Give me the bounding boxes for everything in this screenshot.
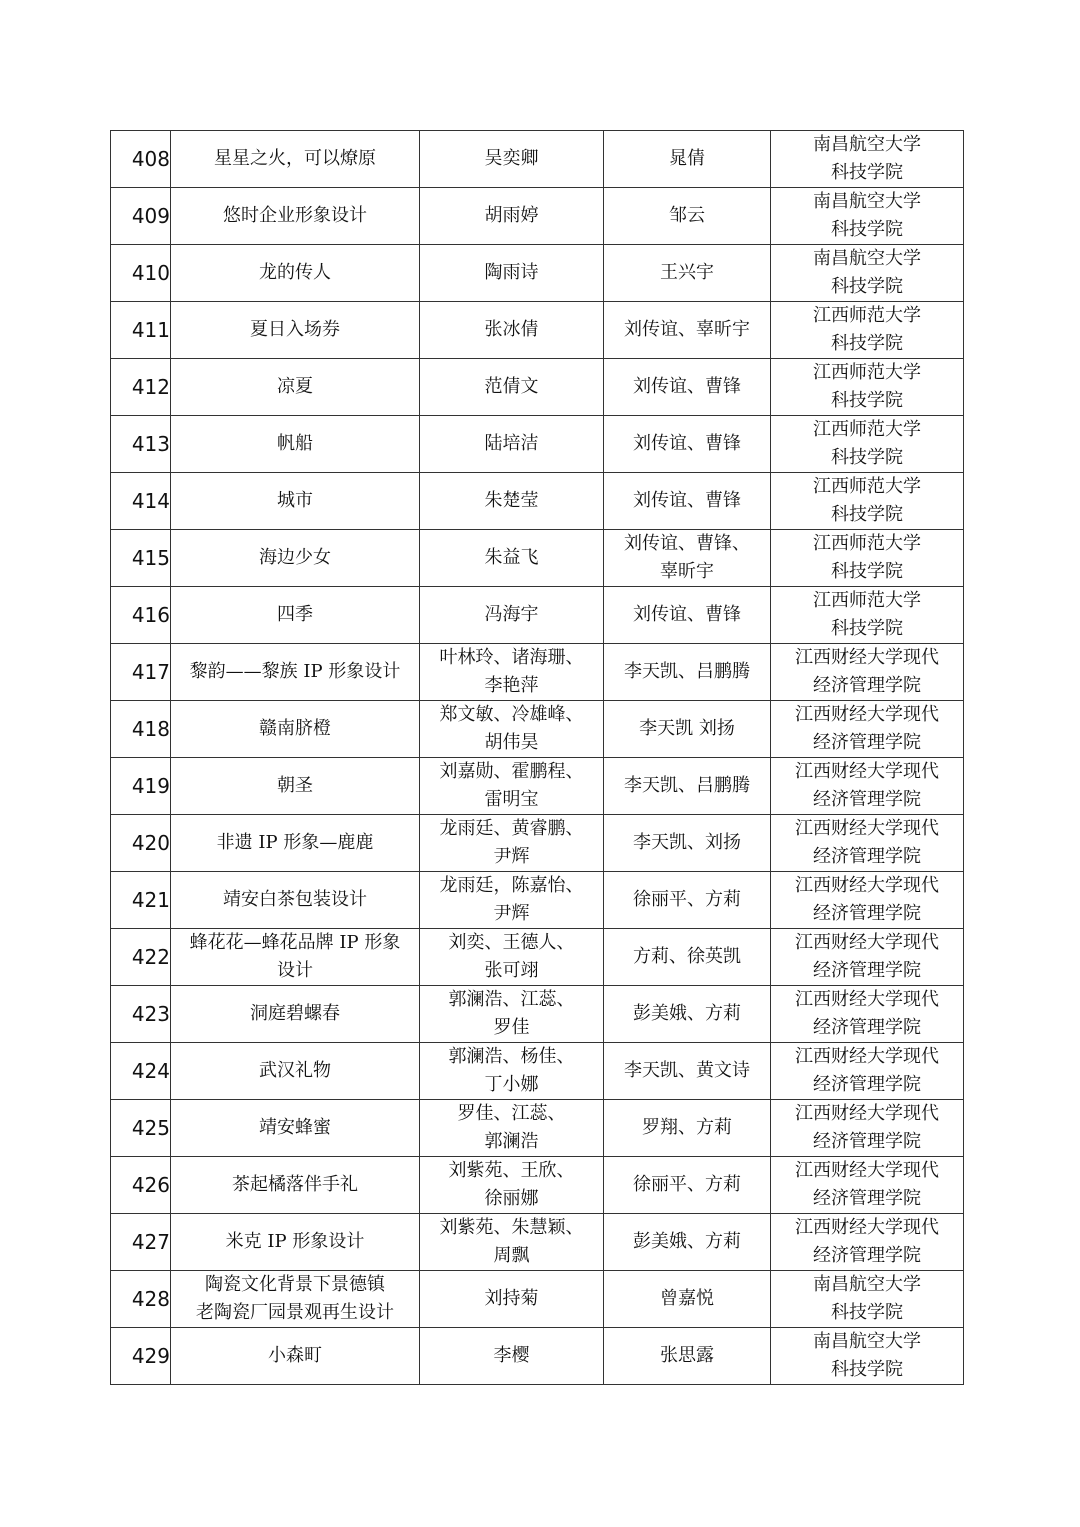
school-cell (771, 1100, 964, 1157)
school: 江西财经大学现代 经济管理学院 (795, 932, 939, 981)
work-title: 茶起橘落伴手礼 (232, 1174, 358, 1195)
work-title: 海边少女 (259, 547, 331, 568)
work-title-cell (171, 587, 420, 644)
work-title: 悠时企业形象设计 (223, 205, 367, 226)
table-row (111, 1157, 964, 1214)
entry-number-cell (111, 1100, 171, 1157)
authors-cell (420, 1328, 604, 1385)
table-row (111, 1100, 964, 1157)
school-cell (771, 644, 964, 701)
authors: 陆培洁 (484, 433, 539, 454)
work-title-cell (171, 872, 420, 929)
authors-cell (420, 188, 604, 245)
advisors-cell (604, 1043, 771, 1100)
work-title: 靖安白茶包装设计 (223, 889, 367, 910)
work-title: 非遗 IP 形象—鹿鹿 (216, 832, 374, 853)
advisors-cell (604, 872, 771, 929)
advisors-cell (604, 1328, 771, 1385)
table-row (111, 302, 964, 359)
table-row (111, 1043, 964, 1100)
advisors-cell (604, 1100, 771, 1157)
work-title-cell (171, 302, 420, 359)
table-row (111, 701, 964, 758)
authors-cell (420, 302, 604, 359)
table-row (111, 986, 964, 1043)
table-row (111, 929, 964, 986)
work-title-cell (171, 245, 420, 302)
entry-number-cell (111, 929, 171, 986)
advisors: 刘传谊、曹锋 (633, 604, 741, 625)
authors-cell (420, 530, 604, 587)
table-row (111, 644, 964, 701)
table-row (111, 131, 964, 188)
work-title: 靖安蜂蜜 (259, 1117, 331, 1138)
entry-number-cell (111, 986, 171, 1043)
advisors: 刘传谊、曹锋 (633, 433, 741, 454)
school: 江西财经大学现代 经济管理学院 (795, 1217, 939, 1266)
school-cell (771, 1043, 964, 1100)
school-cell (771, 245, 964, 302)
table-row (111, 815, 964, 872)
entry-number: 410 (131, 261, 170, 285)
authors-cell (420, 359, 604, 416)
table-row (111, 188, 964, 245)
advisors: 张思露 (660, 1345, 714, 1366)
advisors: 方莉、徐英凯 (633, 946, 741, 967)
school-cell (771, 530, 964, 587)
authors-cell (420, 644, 604, 701)
table-row (111, 416, 964, 473)
table-row (111, 1214, 964, 1271)
entry-number-cell (111, 1328, 171, 1385)
table-row (111, 872, 964, 929)
award-list-table (110, 130, 964, 1385)
advisors: 李天凯、刘扬 (633, 832, 741, 853)
authors: 刘持菊 (484, 1288, 539, 1309)
authors: 刘紫苑、朱慧颖、 周飘 (439, 1217, 584, 1266)
school: 江西财经大学现代 经济管理学院 (795, 875, 939, 924)
advisors: 晁倩 (669, 148, 705, 169)
advisors-cell (604, 815, 771, 872)
authors: 范倩文 (484, 376, 539, 397)
entry-number: 423 (131, 1002, 170, 1026)
authors: 朱楚莹 (484, 490, 539, 511)
school: 南昌航空大学 科技学院 (813, 134, 921, 183)
work-title-cell (171, 1328, 420, 1385)
school-cell (771, 701, 964, 758)
school-cell (771, 815, 964, 872)
work-title: 武汉礼物 (259, 1060, 331, 1081)
entry-number: 428 (131, 1287, 170, 1311)
table-row (111, 587, 964, 644)
entry-number: 420 (131, 831, 170, 855)
entry-number: 419 (131, 774, 170, 798)
advisors-cell (604, 530, 771, 587)
entry-number: 412 (131, 375, 170, 399)
entry-number: 414 (131, 489, 170, 513)
authors-cell (420, 758, 604, 815)
entry-number-cell (111, 302, 171, 359)
authors-cell (420, 701, 604, 758)
entry-number: 415 (131, 546, 170, 570)
advisors-cell (604, 416, 771, 473)
school-cell (771, 1271, 964, 1328)
entry-number: 409 (131, 204, 170, 228)
school: 江西师范大学 科技学院 (813, 362, 921, 411)
work-title: 蜂花花—蜂花品牌 IP 形象 设计 (189, 932, 401, 981)
authors-cell (420, 1157, 604, 1214)
authors-cell (420, 1100, 604, 1157)
work-title: 赣南脐橙 (259, 718, 331, 739)
work-title: 米克 IP 形象设计 (225, 1231, 365, 1252)
entry-number-cell (111, 1157, 171, 1214)
school-cell (771, 587, 964, 644)
advisors: 徐丽平、方莉 (633, 889, 741, 910)
advisors-cell (604, 587, 771, 644)
work-title: 星星之火，可以燎原 (214, 148, 376, 169)
entry-number-cell (111, 245, 171, 302)
school-cell (771, 359, 964, 416)
school-cell (771, 986, 964, 1043)
authors: 罗佳、江蕊、 郭澜浩 (457, 1103, 566, 1152)
work-title-cell (171, 758, 420, 815)
authors-cell (420, 929, 604, 986)
work-title-cell (171, 701, 420, 758)
school-cell (771, 1157, 964, 1214)
advisors: 李天凯、吕鹏腾 (624, 775, 750, 796)
advisors-cell (604, 359, 771, 416)
work-title-cell (171, 188, 420, 245)
authors: 刘嘉勋、霍鹏程、 雷明宝 (439, 761, 584, 810)
advisors: 刘传谊、辜昕宇 (624, 319, 750, 340)
work-title-cell (171, 359, 420, 416)
entry-number: 427 (131, 1230, 170, 1254)
advisors-cell (604, 701, 771, 758)
work-title-cell (171, 929, 420, 986)
entry-number: 421 (131, 888, 170, 912)
authors-cell (420, 416, 604, 473)
authors-cell (420, 872, 604, 929)
table-row (111, 530, 964, 587)
advisors-cell (604, 245, 771, 302)
entry-number: 425 (131, 1116, 170, 1140)
advisors: 李天凯、黄文诗 (624, 1060, 750, 1081)
authors-cell (420, 587, 604, 644)
school: 江西财经大学现代 经济管理学院 (795, 704, 939, 753)
table-row (111, 359, 964, 416)
school-cell (771, 416, 964, 473)
work-title: 小森町 (268, 1345, 322, 1366)
authors: 刘奕、王德人、 张可翊 (448, 932, 575, 981)
authors: 叶林玲、诸海珊、 李艳萍 (439, 647, 584, 696)
authors: 陶雨诗 (484, 262, 539, 283)
entry-number: 422 (131, 945, 170, 969)
school-cell (771, 473, 964, 530)
advisors: 刘传谊、曹锋 (633, 490, 741, 511)
school: 南昌航空大学 科技学院 (813, 1331, 921, 1380)
entry-number-cell (111, 416, 171, 473)
advisors-cell (604, 986, 771, 1043)
authors-cell (420, 131, 604, 188)
advisors: 王兴宇 (660, 262, 714, 283)
school: 江西师范大学 科技学院 (813, 305, 921, 354)
work-title: 黎韵——黎族 IP 形象设计 (189, 661, 401, 682)
entry-number-cell (111, 758, 171, 815)
entry-number-cell (111, 131, 171, 188)
work-title-cell (171, 1157, 420, 1214)
work-title: 城市 (277, 490, 313, 511)
school: 南昌航空大学 科技学院 (813, 191, 921, 240)
advisors-cell (604, 131, 771, 188)
advisors: 曾嘉悦 (660, 1288, 714, 1309)
work-title-cell (171, 131, 420, 188)
table-row (111, 1328, 964, 1385)
table-row (111, 473, 964, 530)
work-title: 洞庭碧螺春 (250, 1003, 340, 1024)
advisors: 彭美娥、方莉 (633, 1003, 741, 1024)
entry-number-cell (111, 701, 171, 758)
school-cell (771, 1214, 964, 1271)
authors-cell (420, 473, 604, 530)
authors-cell (420, 1043, 604, 1100)
table-row (111, 245, 964, 302)
work-title-cell (171, 1214, 420, 1271)
table-row (111, 758, 964, 815)
authors: 冯海宇 (484, 604, 539, 625)
entry-number: 408 (131, 147, 170, 171)
work-title: 朝圣 (277, 775, 313, 796)
entry-number-cell (111, 188, 171, 245)
school: 江西财经大学现代 经济管理学院 (795, 989, 939, 1038)
entry-number-cell (111, 1043, 171, 1100)
advisors: 李天凯、吕鹏腾 (624, 661, 750, 682)
work-title-cell (171, 815, 420, 872)
authors: 刘紫苑、王欣、 徐丽娜 (448, 1160, 575, 1209)
entry-number-cell (111, 587, 171, 644)
work-title: 帆船 (277, 433, 313, 454)
school-cell (771, 758, 964, 815)
authors: 李樱 (493, 1345, 530, 1366)
advisors: 李天凯 刘扬 (639, 718, 735, 739)
authors: 郭澜浩、江蕊、 罗佳 (448, 989, 575, 1038)
entry-number: 426 (131, 1173, 170, 1197)
authors: 吴奕卿 (484, 148, 539, 169)
entry-number: 417 (131, 660, 170, 684)
authors-cell (420, 1271, 604, 1328)
authors: 胡雨婷 (484, 205, 539, 226)
entry-number-cell (111, 530, 171, 587)
work-title: 夏日入场券 (250, 319, 340, 340)
authors: 郑文敏、冷雄峰、 胡伟昊 (439, 704, 584, 753)
entry-number: 429 (131, 1344, 170, 1368)
school-cell (771, 188, 964, 245)
work-title-cell (171, 986, 420, 1043)
entry-number-cell (111, 644, 171, 701)
entry-number: 424 (131, 1059, 170, 1083)
authors: 张冰倩 (484, 319, 539, 340)
entry-number-cell (111, 359, 171, 416)
advisors-cell (604, 302, 771, 359)
table-body (111, 131, 964, 1385)
work-title-cell (171, 473, 420, 530)
work-title-cell (171, 1043, 420, 1100)
work-title-cell (171, 1100, 420, 1157)
school: 江西师范大学 科技学院 (813, 590, 921, 639)
advisors: 彭美娥、方莉 (633, 1231, 741, 1252)
advisors-cell (604, 1157, 771, 1214)
entry-number-cell (111, 1214, 171, 1271)
school: 江西师范大学 科技学院 (813, 476, 921, 525)
work-title-cell (171, 416, 420, 473)
authors: 龙雨廷、黄睿鹏、 尹辉 (439, 818, 584, 867)
entry-number-cell (111, 872, 171, 929)
school: 江西财经大学现代 经济管理学院 (795, 818, 939, 867)
work-title: 四季 (277, 604, 313, 625)
school: 江西财经大学现代 经济管理学院 (795, 1103, 939, 1152)
advisors-cell (604, 758, 771, 815)
school: 江西师范大学 科技学院 (813, 533, 921, 582)
school: 江西财经大学现代 经济管理学院 (795, 1046, 939, 1095)
work-title: 凉夏 (277, 376, 313, 397)
advisors: 徐丽平、方莉 (633, 1174, 741, 1195)
advisors-cell (604, 1214, 771, 1271)
entry-number: 411 (131, 318, 170, 342)
authors-cell (420, 245, 604, 302)
school: 江西财经大学现代 经济管理学院 (795, 647, 939, 696)
work-title-cell (171, 644, 420, 701)
authors-cell (420, 815, 604, 872)
school-cell (771, 131, 964, 188)
advisors: 邹云 (669, 205, 705, 226)
school-cell (771, 1328, 964, 1385)
work-title: 龙的传人 (259, 262, 331, 283)
work-title-cell (171, 530, 420, 587)
table-row (111, 1271, 964, 1328)
advisors-cell (604, 188, 771, 245)
entry-number-cell (111, 473, 171, 530)
advisors-cell (604, 1271, 771, 1328)
entry-number-cell (111, 1271, 171, 1328)
school-cell (771, 302, 964, 359)
school: 江西师范大学 科技学院 (813, 419, 921, 468)
school: 江西财经大学现代 经济管理学院 (795, 1160, 939, 1209)
advisors-cell (604, 929, 771, 986)
advisors-cell (604, 644, 771, 701)
work-title-cell (171, 1271, 420, 1328)
entry-number-cell (111, 815, 171, 872)
work-title: 陶瓷文化背景下景德镇 老陶瓷厂园景观再生设计 (196, 1274, 394, 1323)
school: 江西财经大学现代 经济管理学院 (795, 761, 939, 810)
authors: 郭澜浩、杨佳、 丁小娜 (448, 1046, 575, 1095)
entry-number: 416 (131, 603, 170, 627)
advisors: 罗翔、方莉 (642, 1117, 732, 1138)
advisors: 刘传谊、曹锋、 辜昕宇 (624, 533, 750, 582)
school-cell (771, 872, 964, 929)
authors: 龙雨廷，陈嘉怡、 尹辉 (439, 875, 584, 924)
entry-number: 418 (131, 717, 170, 741)
school: 南昌航空大学 科技学院 (813, 1274, 921, 1323)
advisors-cell (604, 473, 771, 530)
advisors: 刘传谊、曹锋 (633, 376, 741, 397)
authors-cell (420, 986, 604, 1043)
entry-number: 413 (131, 432, 170, 456)
authors: 朱益飞 (484, 547, 539, 568)
school-cell (771, 929, 964, 986)
school: 南昌航空大学 科技学院 (813, 248, 921, 297)
authors-cell (420, 1214, 604, 1271)
